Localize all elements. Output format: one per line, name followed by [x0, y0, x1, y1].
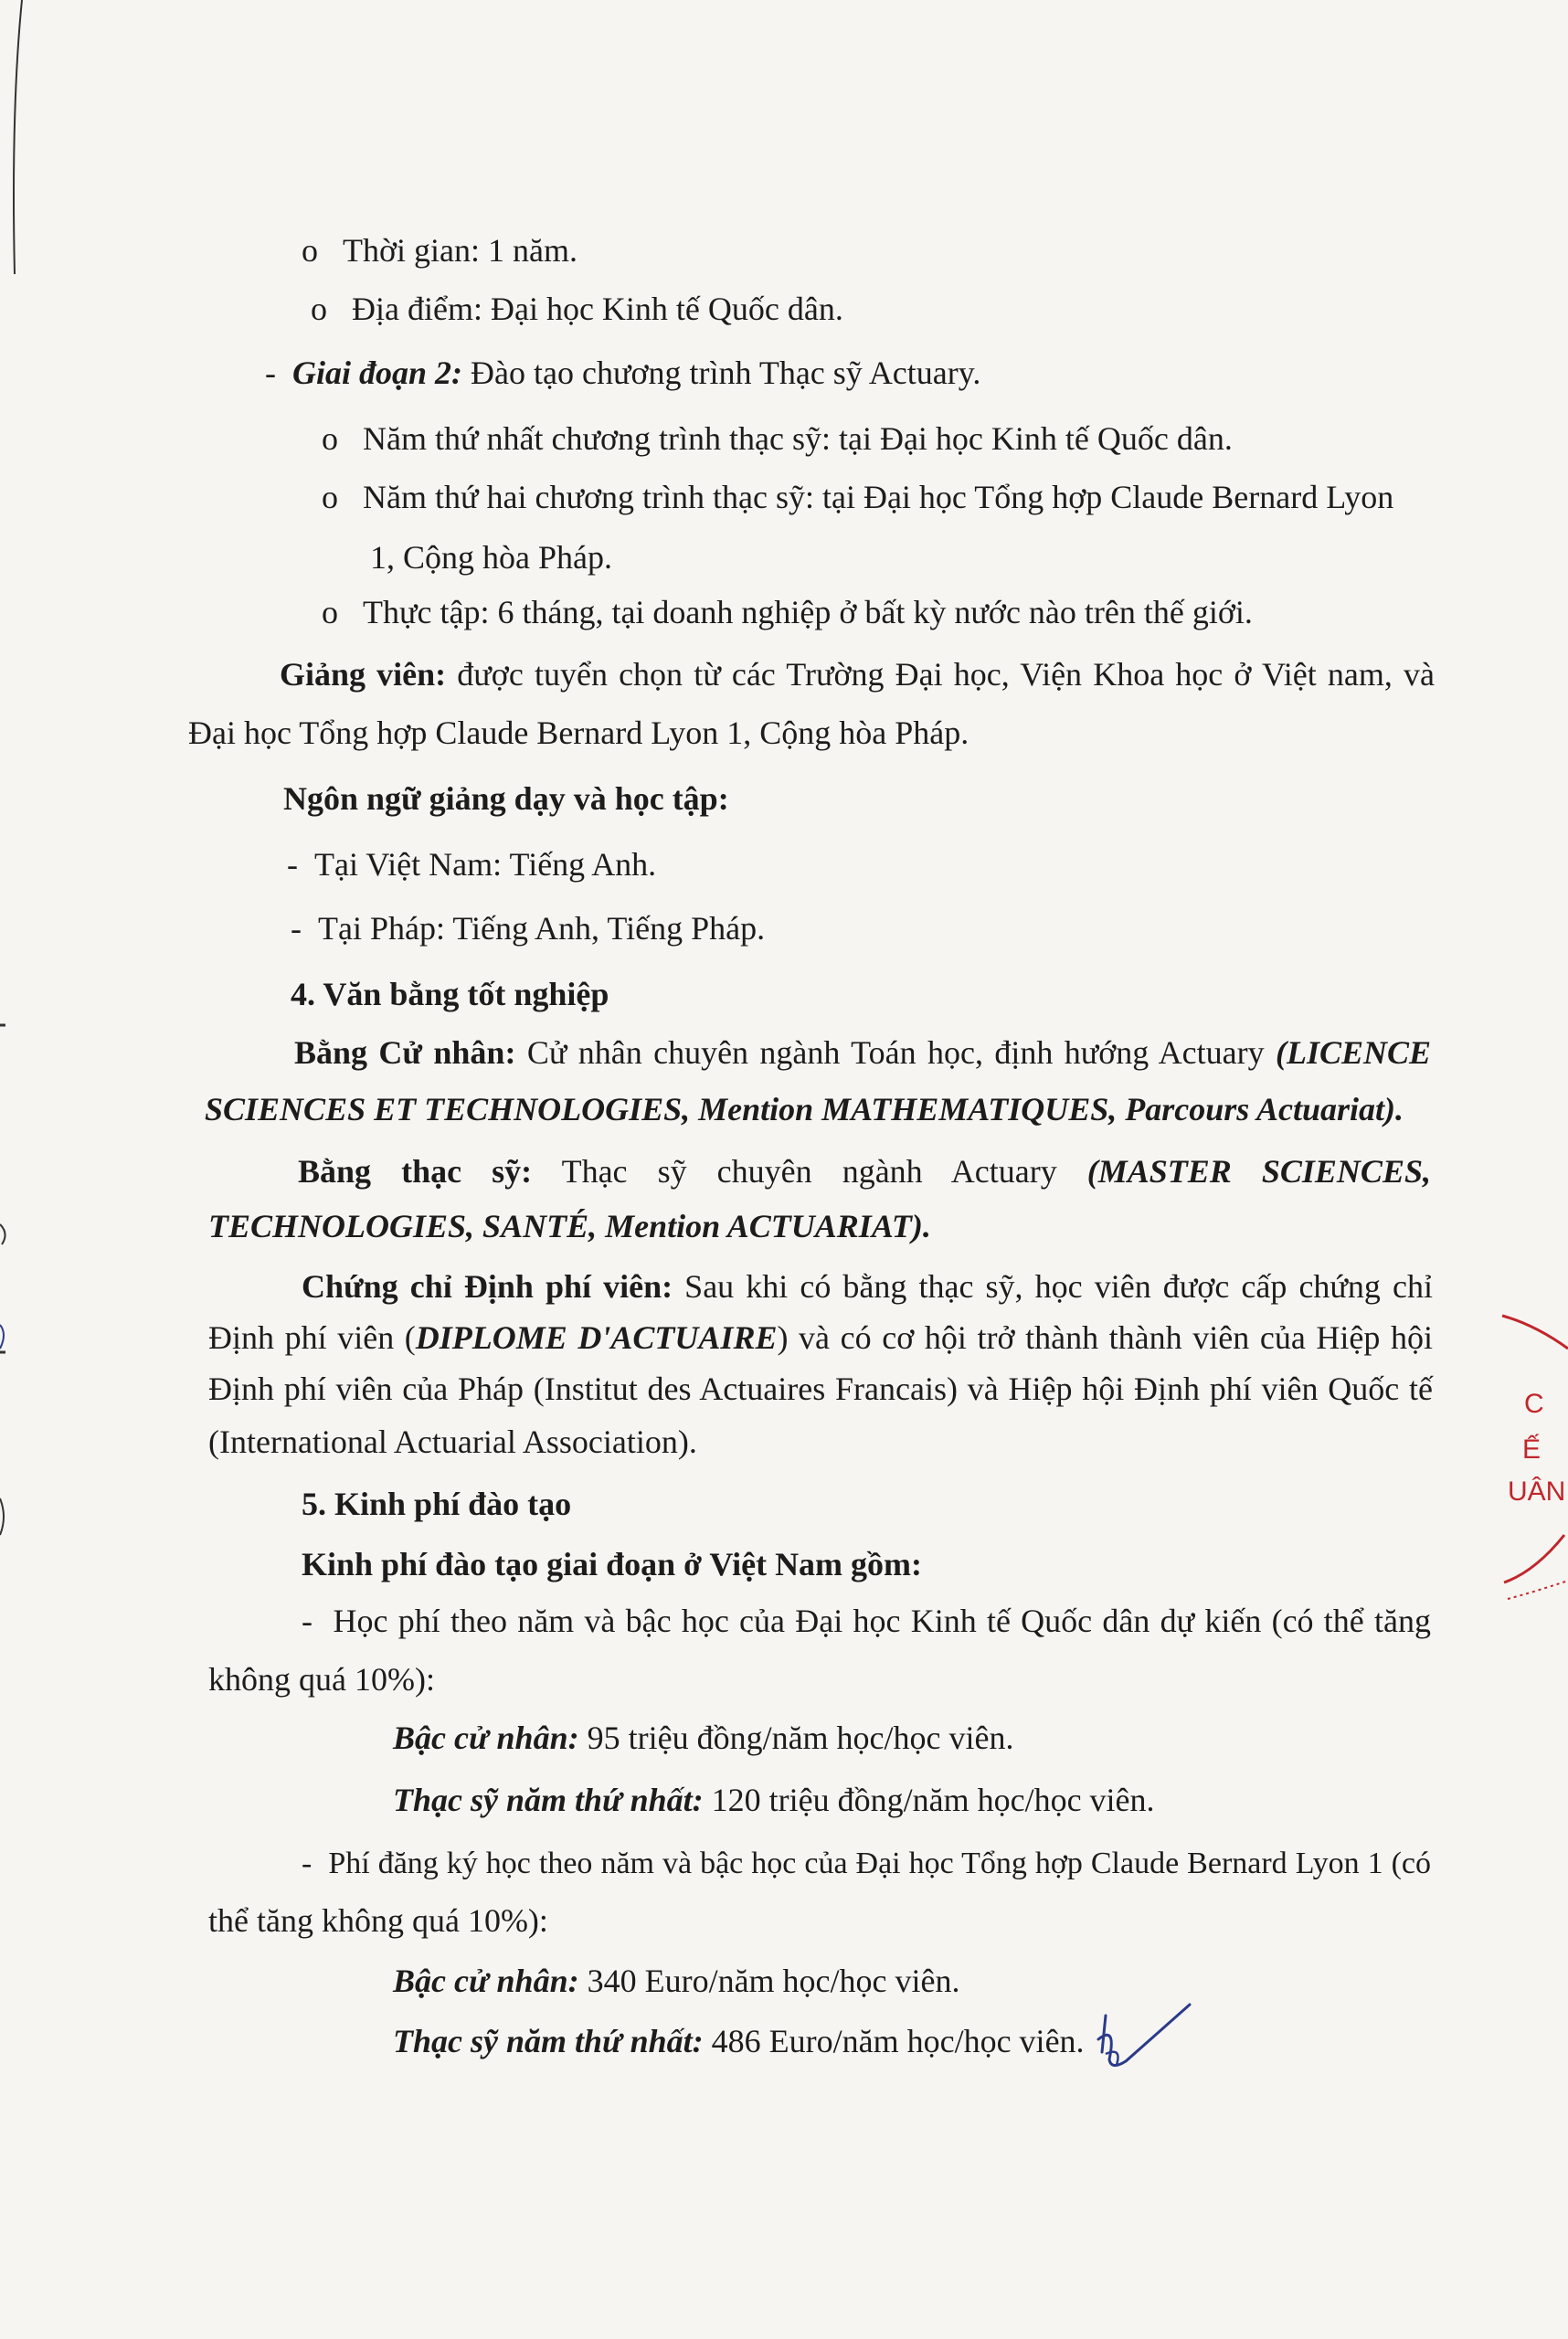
- bachelor-degree-line-1: [294, 1032, 1431, 1073]
- phase2-item-2-cont-text: 1, Cộng hòa Pháp.: [370, 539, 612, 576]
- phase2-item-3-text: Thực tập: 6 tháng, tại doanh nghiệp ở bất kỳ nước nào trên thế giới.: [363, 594, 1253, 630]
- phase2-label: Giai đoạn 2:: [292, 355, 463, 391]
- registration-bachelor-label: Bậc cử nhân:: [393, 1963, 579, 1999]
- official-stamp-fragment: [1499, 1297, 1568, 1626]
- bachelor-degree-fr-1: (LICENCE: [1275, 1034, 1432, 1071]
- circle-bullet: o: [311, 291, 327, 327]
- registration-line-2: thể tăng không quá 10%):: [208, 1902, 548, 1939]
- dash-bullet: -: [287, 846, 298, 883]
- circle-bullet: o: [322, 420, 338, 457]
- bachelor-degree-text: Cử nhân chuyên ngành Toán học, định hướng Actuary: [515, 1034, 1276, 1071]
- registration-master-label: Thạc sỹ năm thứ nhất:: [393, 2023, 704, 2059]
- certificate-text-2c: ) và có cơ hội trở thành thành viên của Hiệp hội: [777, 1319, 1433, 1356]
- phase2-item-2: [322, 477, 1393, 517]
- language-fr-text: Tại Pháp: Tiếng Anh, Tiếng Pháp.: [318, 910, 766, 947]
- certificate-line-2: [208, 1318, 1433, 1358]
- circle-bullet: o: [322, 594, 338, 630]
- bachelor-degree-line-2: SCIENCES ET TECHNOLOGIES, Mention MATHEMATIQUES, Parcours Actuariat).: [205, 1091, 1404, 1127]
- dash-bullet: -: [302, 1847, 313, 1880]
- dash-bullet: -: [291, 910, 302, 947]
- tuition-master-label: Thạc sỹ năm thứ nhất:: [393, 1782, 704, 1818]
- registration-master-fee: 486 Euro/năm học/học viên.: [703, 2023, 1085, 2059]
- tuition-bachelor-fee: 95 triệu đồng/năm học/học viên.: [578, 1720, 1014, 1756]
- dash-bullet: -: [265, 355, 276, 391]
- phase2-item-1: [322, 418, 1233, 459]
- certificate-text-1: Sau khi có bằng thạc sỹ, học viên được cấp chứng chỉ: [673, 1268, 1434, 1305]
- certificate-line-3: Định phí viên của Pháp (Institut des Actuaires Francais) và Hiệp hội Định phí viên Quốc tế: [208, 1371, 1433, 1407]
- left-margin-marks: [0, 1005, 27, 1553]
- signature-initials: [1089, 1997, 1199, 2080]
- language-fr-item: [291, 908, 765, 948]
- section4-heading: 4. Văn bằng tốt nghiệp: [291, 976, 609, 1012]
- phase1-time-item: [302, 230, 577, 270]
- certificate-text-2a: Định phí viên (: [208, 1319, 416, 1356]
- phase2-text: Đào tạo chương trình Thạc sỹ Actuary.: [462, 355, 981, 391]
- tuition-line-2: không quá 10%):: [208, 1661, 435, 1698]
- lecturers-text-1: được tuyển chọn từ các Trường Đại học, Viện Khoa học ở Việt nam, và: [446, 656, 1435, 693]
- language-vn-item: [287, 844, 656, 884]
- lecturers-line-1: [280, 654, 1435, 694]
- circle-bullet: o: [302, 232, 318, 269]
- bachelor-degree-label: Bằng Cử nhân:: [294, 1034, 516, 1071]
- certificate-line-1: [302, 1266, 1433, 1307]
- phase2-item: [265, 353, 980, 393]
- stamp-letter-1: C: [1524, 1389, 1544, 1419]
- phase2-item-1-text: Năm thứ nhất chương trình thạc sỹ: tại Đại học Kinh tế Quốc dân.: [363, 420, 1233, 457]
- tuition-text-1: Học phí theo năm và bậc học của Đại học Kinh tế Quốc dân dự kiến (có thể tăng: [333, 1603, 1432, 1639]
- lecturers-label: Giảng viên:: [280, 656, 447, 693]
- registration-line-1: [302, 1844, 1431, 1884]
- master-degree-fr-1: (MASTER SCIENCES,: [1086, 1153, 1431, 1190]
- phase1-place-item: [311, 289, 843, 329]
- phase2-item-2-cont: [370, 537, 612, 577]
- registration-master: [393, 2021, 1085, 2061]
- section5-heading: 5. Kinh phí đào tạo: [302, 1486, 572, 1522]
- language-vn-text: Tại Việt Nam: Tiếng Anh.: [314, 846, 657, 883]
- lecturers-line-2: [188, 713, 969, 753]
- tuition-master-fee: 120 triệu đồng/năm học/học viên.: [703, 1782, 1155, 1818]
- tuition-bachelor-label: Bậc cử nhân:: [393, 1720, 579, 1756]
- dash-bullet: -: [302, 1603, 313, 1639]
- certificate-line-4: (International Actuarial Association).: [208, 1424, 697, 1460]
- tuition-line-1: [302, 1601, 1431, 1641]
- section5-subheading: Kinh phí đào tạo giai đoạn ở Việt Nam gồm:: [302, 1546, 923, 1582]
- left-edge-line: [0, 0, 37, 365]
- lecturers-text-2: Đại học Tổng hợp Claude Bernard Lyon 1, Cộng hòa Pháp.: [188, 714, 969, 751]
- registration-text-1: Phí đăng ký học theo năm và bậc học của Đại học Tổng hợp Claude Bernard Lyon 1 (có: [328, 1847, 1432, 1880]
- master-degree-line-1: [298, 1151, 1431, 1191]
- tuition-master: [393, 1780, 1155, 1820]
- language-heading: Ngôn ngữ giảng dạy và học tập:: [283, 780, 729, 817]
- registration-bachelor-fee: 340 Euro/năm học/học viên.: [578, 1963, 960, 1999]
- master-degree-line-2: TECHNOLOGIES, SANTÉ, Mention ACTUARIAT).: [208, 1208, 931, 1244]
- stamp-letter-2: Ế: [1522, 1434, 1542, 1465]
- diploma-name: DIPLOME D'ACTUAIRE: [415, 1319, 778, 1356]
- phase2-item-3: [322, 592, 1253, 632]
- phase1-place-text: Địa điểm: Đại học Kinh tế Quốc dân.: [352, 291, 843, 327]
- master-degree-text: Thạc sỹ chuyên ngành Actuary: [532, 1153, 1087, 1190]
- circle-bullet: o: [322, 479, 338, 515]
- tuition-bachelor: [393, 1718, 1014, 1758]
- phase1-time-text: Thời gian: 1 năm.: [343, 232, 577, 269]
- stamp-letter-3: UÂN: [1508, 1476, 1566, 1507]
- master-degree-label: Bằng thạc sỹ:: [298, 1153, 533, 1190]
- certificate-label: Chứng chỉ Định phí viên:: [302, 1268, 673, 1305]
- phase2-item-2-text: Năm thứ hai chương trình thạc sỹ: tại Đại học Tổng hợp Claude Bernard Lyon: [363, 479, 1394, 515]
- registration-bachelor: [393, 1961, 960, 2001]
